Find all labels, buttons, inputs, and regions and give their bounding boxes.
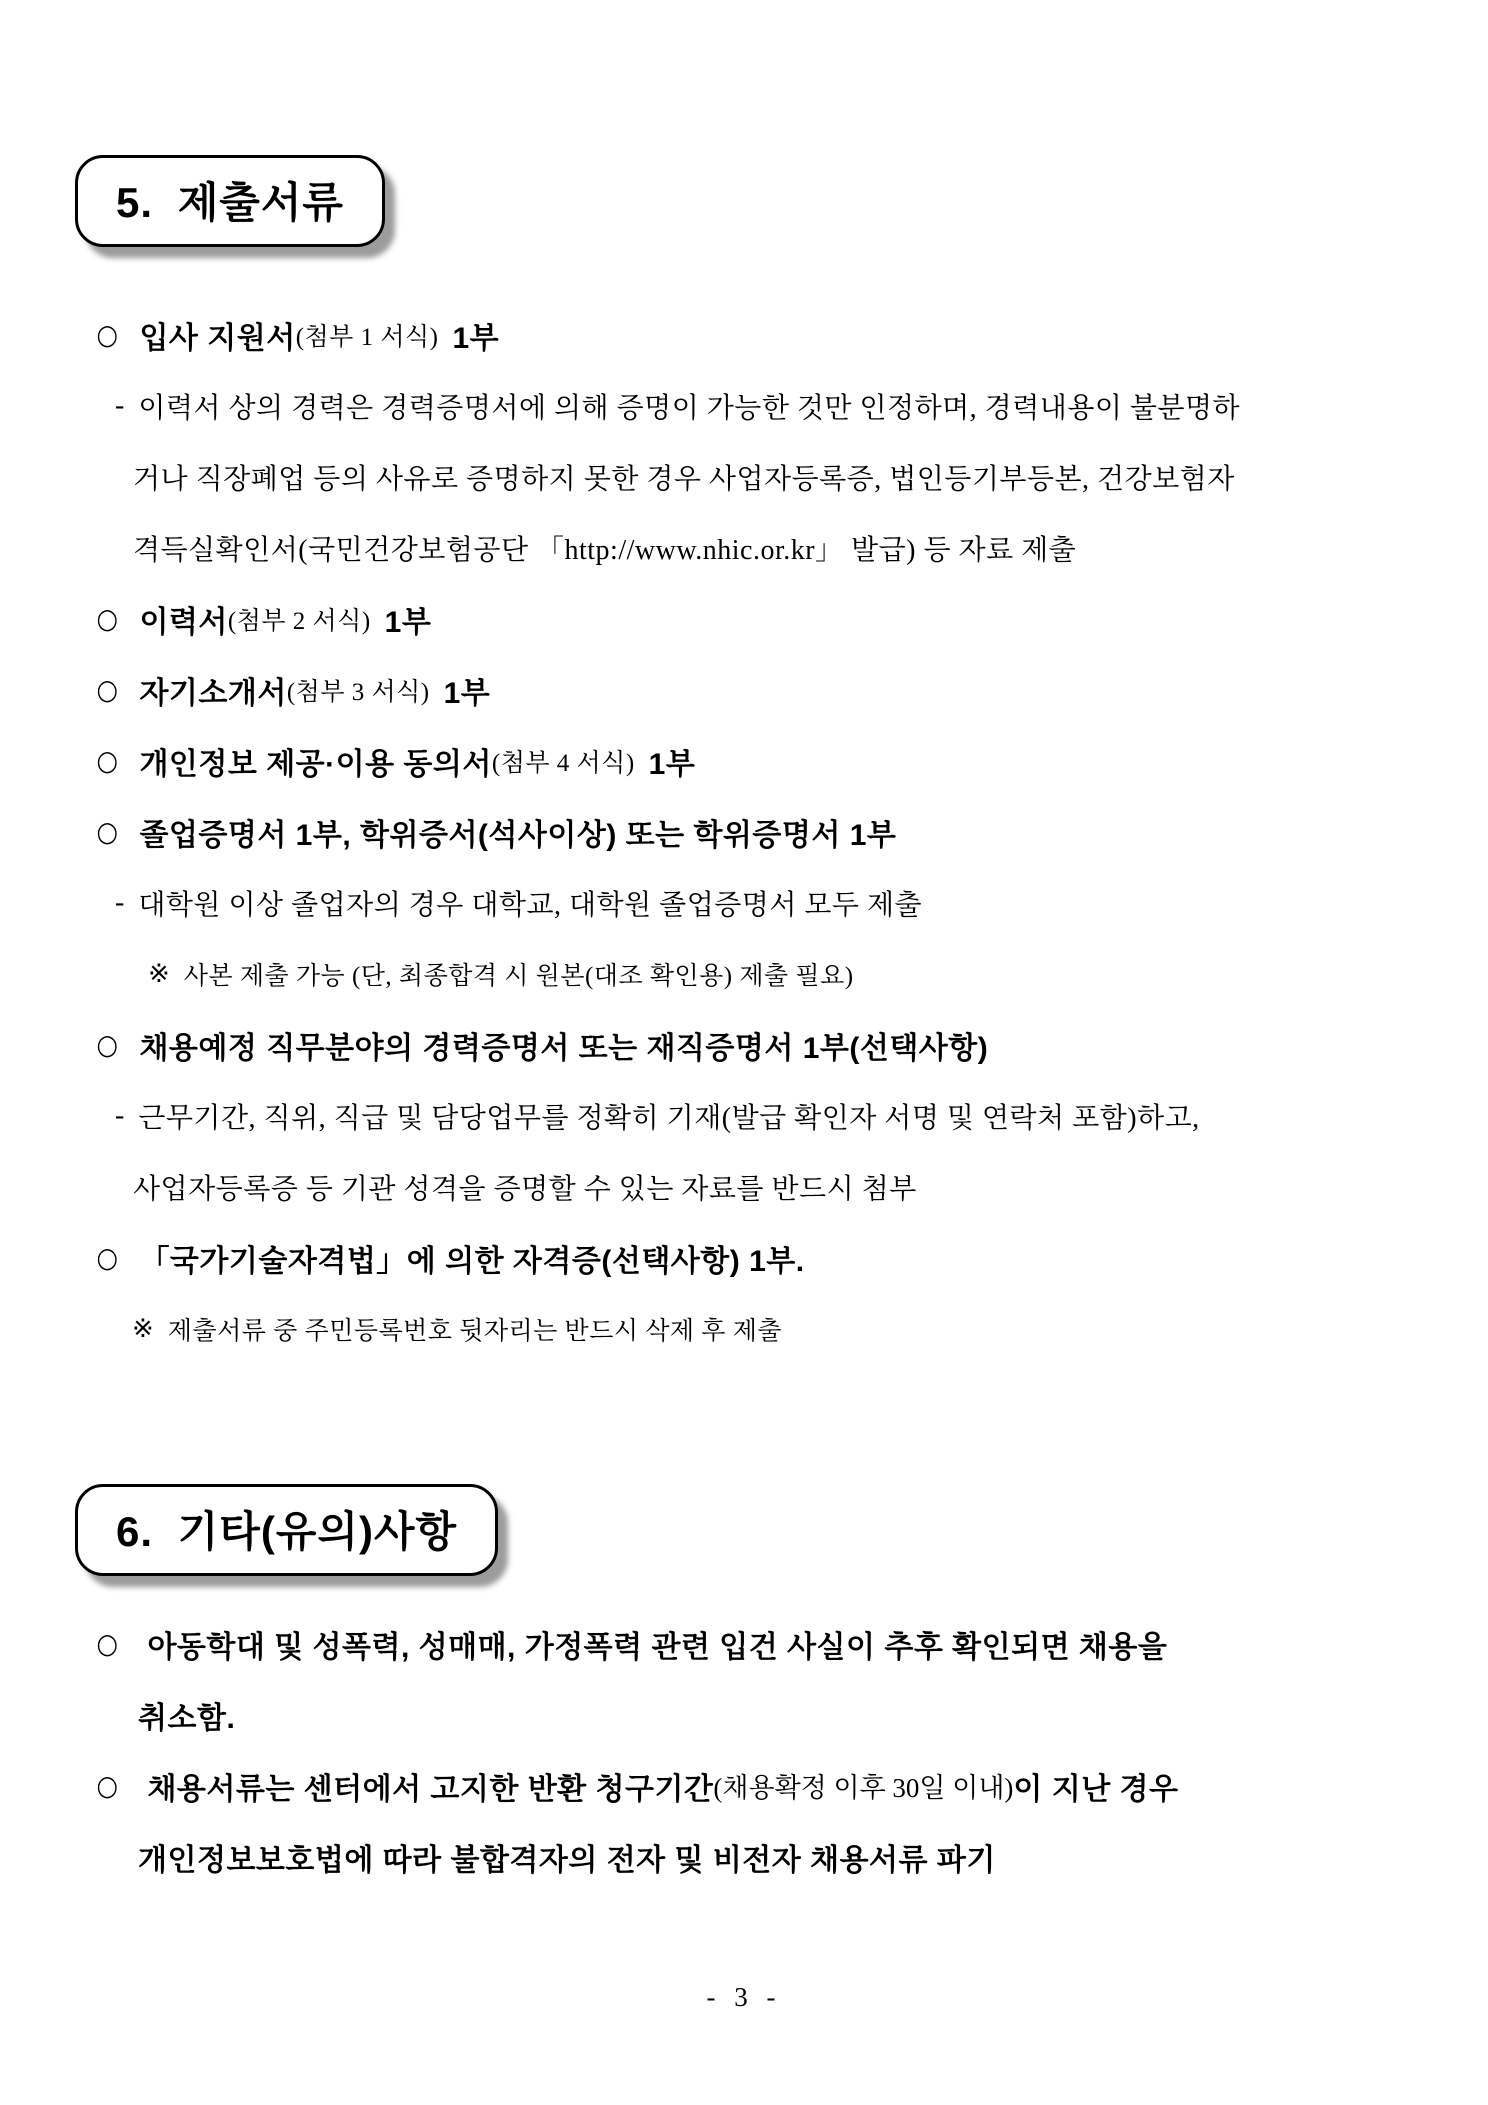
circle-bullet-marker: ○ — [96, 815, 118, 848]
section5-content — [0, 299, 1488, 1364]
sub-line — [0, 441, 1488, 512]
item-attachment-note: (첨부 3 서식) — [286, 678, 430, 706]
item-text: 이 지난 경우 — [1013, 1772, 1179, 1806]
item-copy-count: 1부 — [443, 676, 491, 710]
note-line — [0, 938, 1488, 1009]
section6-header-box — [75, 1484, 498, 1576]
item-attachment-note: (첨부 4 서식) — [491, 749, 635, 777]
dash-marker: - — [115, 886, 125, 918]
item-title: 자기소개서 — [139, 676, 287, 710]
circle-bullet-marker: ○ — [96, 1627, 118, 1660]
list-item-document-return — [0, 1750, 1488, 1821]
circle-bullet-marker: ○ — [96, 318, 118, 351]
sub-text: 근무기간, 직위, 직급 및 담당업무를 정확히 기재(발급 확인자 서명 및 연락처 포함)하고, — [138, 1102, 1200, 1134]
section5-header-wrap — [0, 155, 1488, 247]
item-text-parenthetical: (채용확정 이후 30일 이내) — [713, 1773, 1014, 1803]
list-item-privacy-consent — [0, 725, 1488, 796]
circle-bullet-marker: ○ — [96, 1028, 118, 1061]
item-title: 이력서 — [139, 605, 228, 639]
note-line — [0, 1293, 1488, 1364]
sub-text: 이력서 상의 경력은 경력증명서에 의해 증명이 가능한 것만 인정하며, 경력내용이 불분명하 — [138, 392, 1241, 424]
list-item-resume — [0, 583, 1488, 654]
sub-text: 거나 직장폐업 등의 사유로 증명하지 못한 경우 사업자등록증, 법인등기부등본, 건강보험자 — [133, 463, 1235, 495]
item-text: 취소함. — [138, 1701, 236, 1735]
sub-line — [0, 1151, 1488, 1222]
section6-title: 6. 기타(유의)사항 — [116, 1508, 458, 1555]
item-title: 「국가기술자격법」에 의한 자격증(선택사항) 1부. — [139, 1244, 805, 1278]
sub-line — [0, 1679, 1488, 1750]
item-copy-count: 1부 — [384, 605, 432, 639]
reference-mark-icon: ※ — [132, 1313, 154, 1343]
list-item-career-certificate — [0, 1009, 1488, 1080]
item-text: 채용서류는 센터에서 고지한 반환 청구기간 — [147, 1772, 714, 1806]
item-title: 채용예정 직무분야의 경력증명서 또는 재직증명서 1부(선택사항) — [139, 1031, 989, 1065]
note-text: 제출서류 중 주민등록번호 뒷자리는 반드시 삭제 후 제출 — [167, 1317, 782, 1345]
item-title: 개인정보 제공·이용 동의서 — [139, 747, 492, 781]
page-number: - 3 - — [706, 1982, 782, 2012]
circle-bullet-marker: ○ — [96, 673, 118, 706]
item-title: 입사 지원서 — [139, 321, 296, 355]
item-copy-count: 1부 — [452, 321, 500, 355]
circle-bullet-marker: ○ — [96, 602, 118, 635]
sub-line — [0, 370, 1488, 441]
sub-text: 대학원 이상 졸업자의 경우 대학교, 대학원 졸업증명서 모두 제출 — [138, 889, 923, 921]
sub-line — [0, 867, 1488, 938]
section6-header-wrap — [0, 1484, 1488, 1576]
list-item-graduation-certificate — [0, 796, 1488, 867]
circle-bullet-marker: ○ — [96, 744, 118, 777]
reference-mark-icon: ※ — [148, 958, 170, 988]
sub-line — [0, 512, 1488, 583]
list-item-national-license — [0, 1222, 1488, 1293]
section6-content — [0, 1608, 1488, 1892]
sub-text: 사업자등록증 등 기관 성격을 증명할 수 있는 자료를 반드시 첨부 — [133, 1173, 917, 1205]
item-attachment-note: (첨부 2 서식) — [227, 607, 371, 635]
sub-line — [0, 1080, 1488, 1151]
section5-header-box — [75, 155, 385, 247]
item-copy-count: 1부 — [648, 747, 696, 781]
list-item-hiring-cancellation — [0, 1608, 1488, 1679]
sub-line — [0, 1821, 1488, 1892]
list-item-self-introduction — [0, 654, 1488, 725]
list-item-application-form — [0, 299, 1488, 370]
item-title: 졸업증명서 1부, 학위증서(석사이상) 또는 학위증명서 1부 — [139, 818, 897, 852]
circle-bullet-marker: ○ — [96, 1241, 118, 1274]
sub-text: 격득실확인서(국민건강보험공단 「http://www.nhic.or.kr」 발급) 등 자료 제출 — [133, 534, 1077, 566]
item-text: 개인정보보호법에 따라 불합격자의 전자 및 비전자 채용서류 파기 — [138, 1843, 996, 1877]
note-text: 사본 제출 가능 (단, 최종합격 시 원본(대조 확인용) 제출 필요) — [183, 962, 854, 990]
item-text: 아동학대 및 성폭력, 성매매, 가정폭력 관련 입건 사실이 추후 확인되면 채용을 — [147, 1630, 1168, 1664]
section5-title: 5. 제출서류 — [116, 179, 344, 226]
circle-bullet-marker: ○ — [96, 1769, 118, 1802]
item-attachment-note: (첨부 1 서식) — [295, 323, 439, 351]
dash-marker: - — [115, 389, 125, 421]
dash-marker: - — [115, 1099, 125, 1131]
